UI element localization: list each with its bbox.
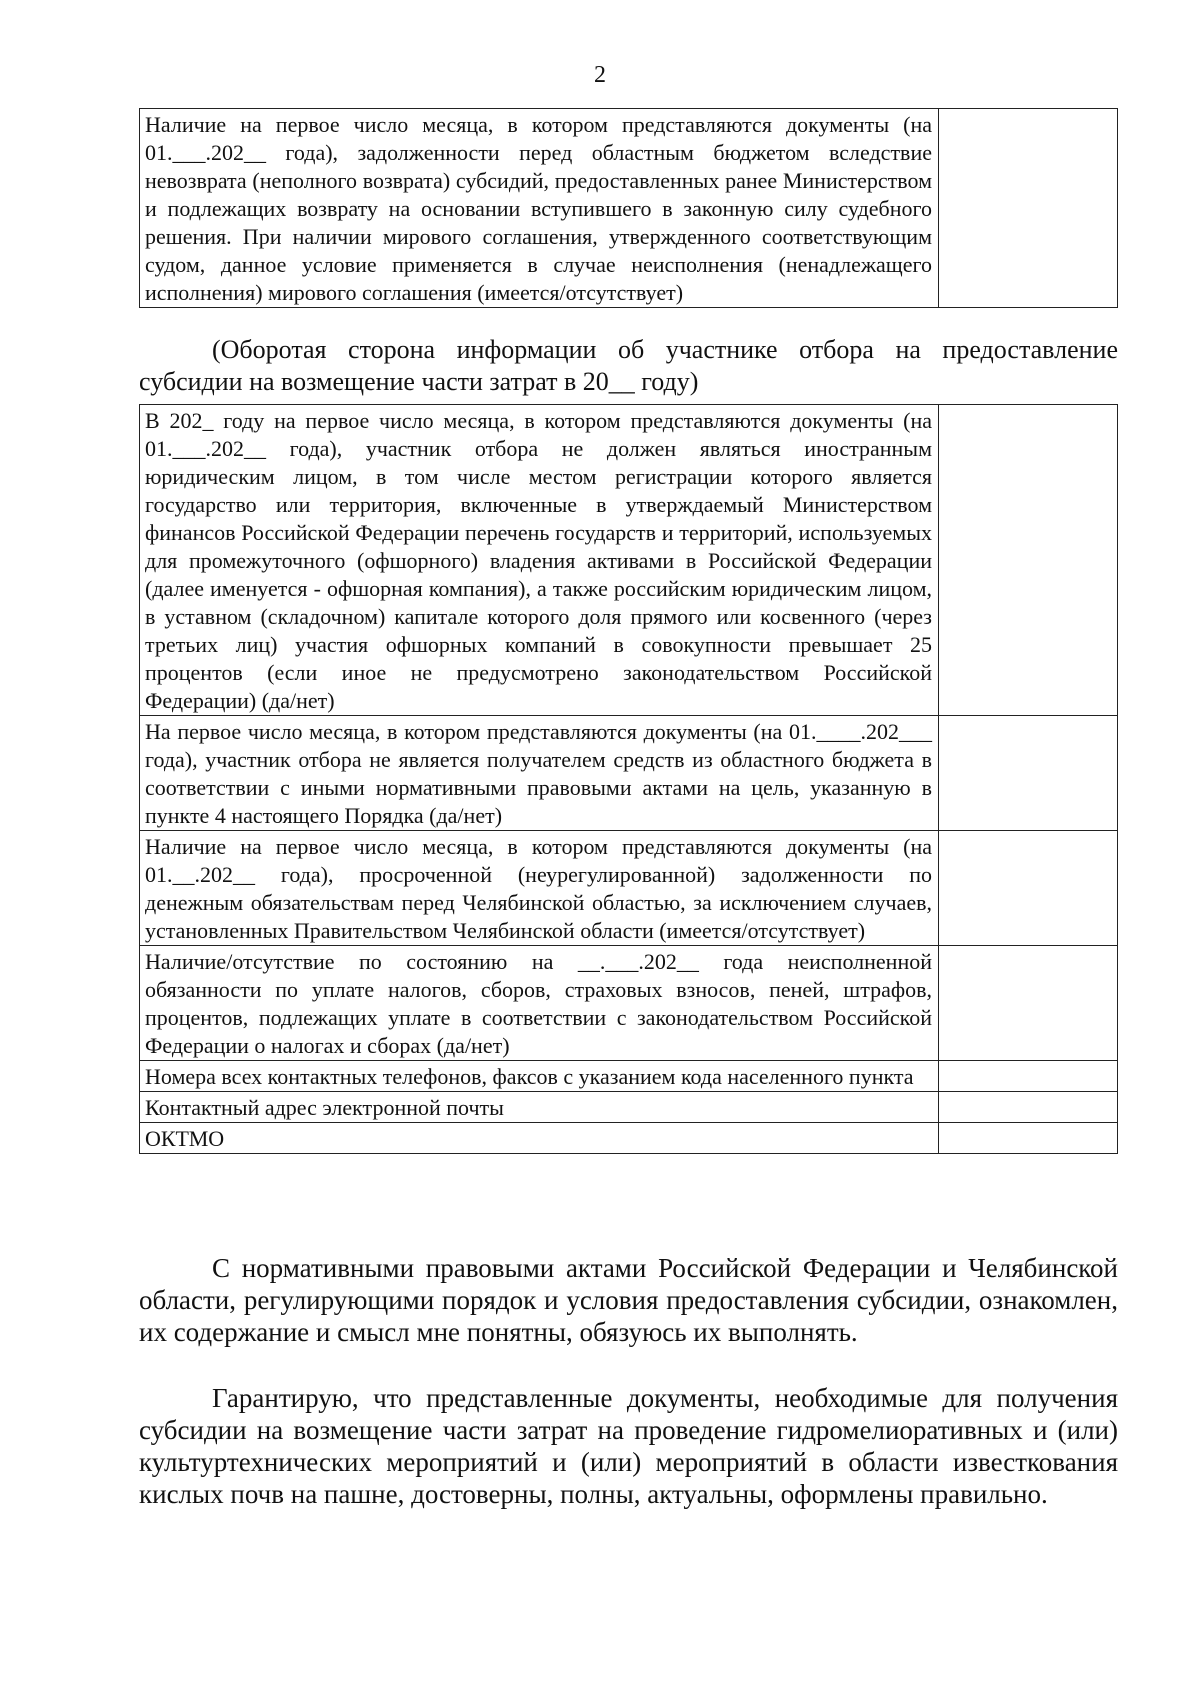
row-value-cell [939, 1092, 1118, 1123]
caption-line-2: субсидии на возмещение части затрат в 20__ году) [139, 367, 699, 396]
row-text: Наличие/отсутствие по состоянию на __.___.202__ года неисполненной обязанности по уплате налогов, сборов, страховых взносов, пеней, штрафов, процентов, подлежащих уплате в соответствии с законодательством Российской Федерации о налогах и сборах (да/нет) [140, 946, 939, 1061]
row-value-cell [939, 1061, 1118, 1092]
table-row [140, 831, 1118, 946]
row-value-cell [939, 405, 1118, 716]
section-caption [139, 334, 1118, 398]
row-value-cell [939, 109, 1118, 308]
row-text: На первое число месяца, в котором представляются документы (на 01.____.202___ года), участник отбора не является получателем средств из областного бюджета в соответствии с иными нормативными правовыми актами на цель, указанную в пункте 4 настоящего Порядка (да/нет) [140, 716, 939, 831]
row-text: Контактный адрес электронной почты [140, 1092, 939, 1123]
row-value-cell [939, 946, 1118, 1061]
table-row [140, 716, 1118, 831]
acknowledgement-paragraph: С нормативными правовыми актами Российской Федерации и Челябинской области, регулирующими порядок и условия предоставления субсидии, ознакомлен, их содержание и смысл мне понятны, обязуюсь их выполнять. [139, 1253, 1118, 1347]
requirements-table-front [139, 108, 1118, 308]
row-value-cell [939, 716, 1118, 831]
table-row [140, 1061, 1118, 1092]
caption-line-1: (Оборотая сторона информации об участнике отбора на предоставление [212, 335, 1118, 364]
guarantee-paragraph: Гарантирую, что представленные документы, необходимые для получения субсидии на возмещение части затрат на проведение гидромелиоративных и (или) культуртехнических мероприятий и (или) мероприятий в области известкования кислых почв на пашне, достоверны, полны, актуальны, оформлены правильно. [139, 1383, 1118, 1509]
table-row [140, 1092, 1118, 1123]
row-text: Номера всех контактных телефонов, факсов с указанием кода населенного пункта [140, 1061, 939, 1092]
page-number: 2 [594, 62, 606, 88]
row-text: Наличие на первое число месяца, в котором представляются документы (на 01.__.202__ года), просроченной (неурегулированной) задолженности по денежным обязательствам перед Челябинской областью, за исключением случаев, установленных Правительством Челябинской области (имеется/отсутствует) [140, 831, 939, 946]
table-row [140, 405, 1118, 716]
row-text: ОКТМО [140, 1123, 939, 1154]
table-row [140, 1123, 1118, 1154]
row-text: Наличие на первое число месяца, в котором представляются документы (на 01.___.202__ года), задолженности перед областным бюджетом вследствие невозврата (неполного возврата) субсидий, предоставленных ранее Министерством и подлежащих возврату на основании вступившего в законную силу судебного решения. При наличии мирового соглашения, утвержденного соответствующим судом, данное условие применяется в случае неисполнения (ненадлежащего исполнения) мирового соглашения (имеется/отсутствует) [140, 109, 939, 308]
requirements-table-back [139, 404, 1118, 1154]
table-row [140, 946, 1118, 1061]
table-row [140, 109, 1118, 308]
row-value-cell [939, 1123, 1118, 1154]
row-text: В 202_ году на первое число месяца, в котором представляются документы (на 01.___.202__ года), участник отбора не должен являться иностранным юридическим лицом, в том числе местом регистрации которого является государство или территория, включенные в утверждаемый Министерством финансов Российской Федерации перечень государств и территорий, используемых для промежуточного (офшорного) владения активами в Российской Федерации (далее именуется - офшорная компания), а также российским юридическим лицом, в уставном (складочном) капитале которого доля прямого или косвенного (через третьих лиц) участия офшорных компаний в совокупности превышает 25 процентов (если иное не предусмотрено законодательством Российской Федерации) (да/нет) [140, 405, 939, 716]
row-value-cell [939, 831, 1118, 946]
